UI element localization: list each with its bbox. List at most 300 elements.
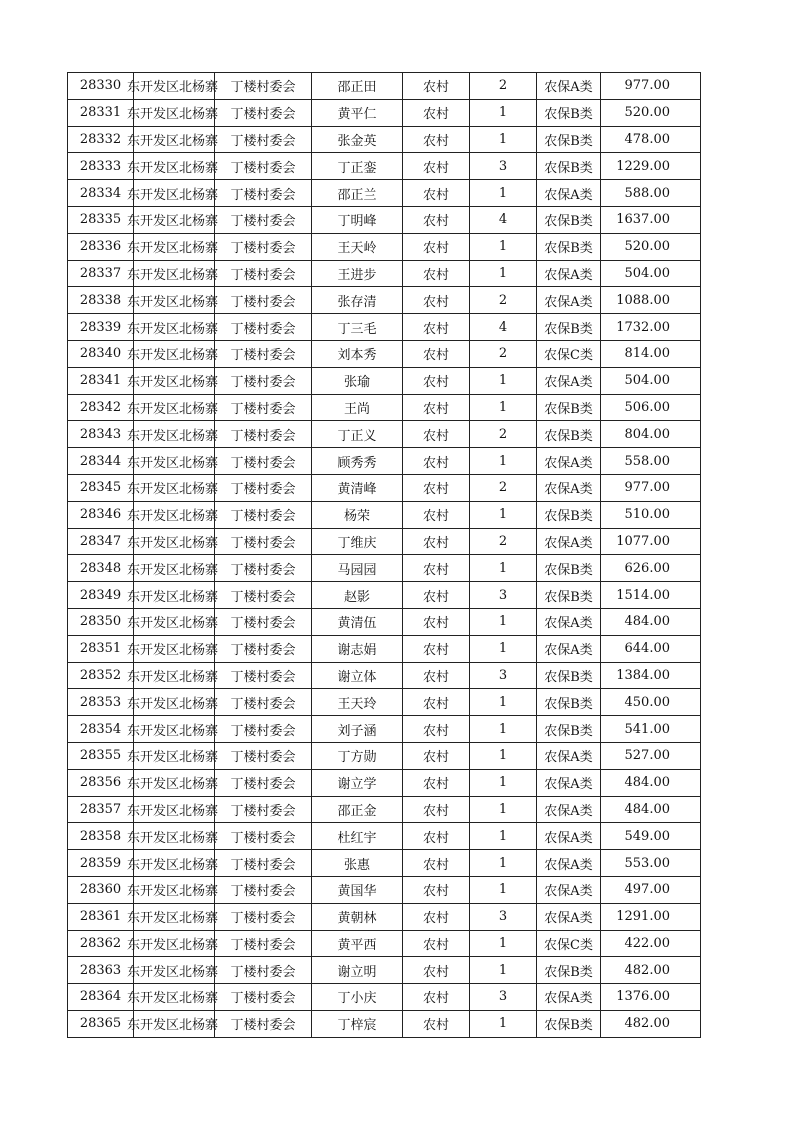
area-cell: 东开发区北杨寨 (134, 314, 215, 341)
table-row (68, 73, 701, 100)
household-type-cell: 农村 (403, 340, 470, 367)
category-cell: 农保B类 (537, 421, 601, 448)
household-type-cell: 农村 (403, 99, 470, 126)
committee-cell: 丁楼村委会 (215, 153, 312, 180)
record-id-cell: 28342 (68, 394, 134, 421)
area-cell: 东开发区北杨寨 (134, 340, 215, 367)
table-row (68, 340, 701, 367)
area-cell: 东开发区北杨寨 (134, 73, 215, 100)
name-cell: 黄清伍 (312, 608, 403, 635)
household-type-cell: 农村 (403, 260, 470, 287)
table-row (68, 876, 701, 903)
record-id-cell: 28357 (68, 796, 134, 823)
household-type-cell: 农村 (403, 984, 470, 1011)
amount-cell: 1088.00 (601, 287, 701, 314)
committee-cell: 丁楼村委会 (215, 1010, 312, 1037)
name-cell: 王尚 (312, 394, 403, 421)
member-count-cell: 3 (470, 662, 537, 689)
category-cell: 农保B类 (537, 1010, 601, 1037)
table-row (68, 742, 701, 769)
member-count-cell: 1 (470, 635, 537, 662)
table-row (68, 582, 701, 609)
record-id-cell: 28349 (68, 582, 134, 609)
area-cell: 东开发区北杨寨 (134, 180, 215, 207)
household-type-cell: 农村 (403, 501, 470, 528)
member-count-cell: 2 (470, 340, 537, 367)
household-type-cell: 农村 (403, 716, 470, 743)
committee-cell: 丁楼村委会 (215, 876, 312, 903)
category-cell: 农保A类 (537, 287, 601, 314)
record-id-cell: 28347 (68, 528, 134, 555)
table-row (68, 608, 701, 635)
household-type-cell: 农村 (403, 73, 470, 100)
table-row (68, 448, 701, 475)
household-type-cell: 农村 (403, 153, 470, 180)
member-count-cell: 1 (470, 850, 537, 877)
category-cell: 农保A类 (537, 528, 601, 555)
amount-cell: 506.00 (601, 394, 701, 421)
area-cell: 东开发区北杨寨 (134, 903, 215, 930)
member-count-cell: 3 (470, 903, 537, 930)
table-row (68, 555, 701, 582)
name-cell: 张惠 (312, 850, 403, 877)
record-id-cell: 28362 (68, 930, 134, 957)
category-cell: 农保A类 (537, 850, 601, 877)
record-id-cell: 28348 (68, 555, 134, 582)
member-count-cell: 2 (470, 421, 537, 448)
name-cell: 丁维庆 (312, 528, 403, 555)
area-cell: 东开发区北杨寨 (134, 206, 215, 233)
member-count-cell: 1 (470, 501, 537, 528)
member-count-cell: 1 (470, 957, 537, 984)
household-type-cell: 农村 (403, 474, 470, 501)
household-type-cell: 农村 (403, 957, 470, 984)
name-cell: 刘子涵 (312, 716, 403, 743)
committee-cell: 丁楼村委会 (215, 233, 312, 260)
member-count-cell: 1 (470, 823, 537, 850)
table-row (68, 528, 701, 555)
category-cell: 农保B类 (537, 555, 601, 582)
area-cell: 东开发区北杨寨 (134, 421, 215, 448)
committee-cell: 丁楼村委会 (215, 796, 312, 823)
name-cell: 丁正义 (312, 421, 403, 448)
committee-cell: 丁楼村委会 (215, 823, 312, 850)
name-cell: 谢立体 (312, 662, 403, 689)
member-count-cell: 1 (470, 716, 537, 743)
committee-cell: 丁楼村委会 (215, 314, 312, 341)
record-id-cell: 28346 (68, 501, 134, 528)
amount-cell: 588.00 (601, 180, 701, 207)
area-cell: 东开发区北杨寨 (134, 957, 215, 984)
category-cell: 农保A类 (537, 180, 601, 207)
amount-cell: 541.00 (601, 716, 701, 743)
committee-cell: 丁楼村委会 (215, 501, 312, 528)
area-cell: 东开发区北杨寨 (134, 153, 215, 180)
record-id-cell: 28339 (68, 314, 134, 341)
area-cell: 东开发区北杨寨 (134, 99, 215, 126)
category-cell: 农保A类 (537, 796, 601, 823)
record-id-cell: 28350 (68, 608, 134, 635)
name-cell: 刘本秀 (312, 340, 403, 367)
record-id-cell: 28333 (68, 153, 134, 180)
table-row (68, 126, 701, 153)
committee-cell: 丁楼村委会 (215, 474, 312, 501)
record-id-cell: 28351 (68, 635, 134, 662)
category-cell: 农保A类 (537, 367, 601, 394)
category-cell: 农保A类 (537, 448, 601, 475)
committee-cell: 丁楼村委会 (215, 769, 312, 796)
amount-cell: 504.00 (601, 260, 701, 287)
committee-cell: 丁楼村委会 (215, 99, 312, 126)
amount-cell: 626.00 (601, 555, 701, 582)
amount-cell: 520.00 (601, 233, 701, 260)
record-id-cell: 28344 (68, 448, 134, 475)
area-cell: 东开发区北杨寨 (134, 823, 215, 850)
amount-cell: 497.00 (601, 876, 701, 903)
committee-cell: 丁楼村委会 (215, 340, 312, 367)
table-row (68, 957, 701, 984)
member-count-cell: 1 (470, 367, 537, 394)
committee-cell: 丁楼村委会 (215, 421, 312, 448)
amount-cell: 1291.00 (601, 903, 701, 930)
table-row (68, 823, 701, 850)
member-count-cell: 2 (470, 73, 537, 100)
committee-cell: 丁楼村委会 (215, 394, 312, 421)
category-cell: 农保B类 (537, 716, 601, 743)
member-count-cell: 1 (470, 180, 537, 207)
household-type-cell: 农村 (403, 662, 470, 689)
household-type-cell: 农村 (403, 394, 470, 421)
committee-cell: 丁楼村委会 (215, 528, 312, 555)
record-id-cell: 28330 (68, 73, 134, 100)
table-row (68, 984, 701, 1011)
record-id-cell: 28343 (68, 421, 134, 448)
category-cell: 农保A类 (537, 260, 601, 287)
name-cell: 黄平西 (312, 930, 403, 957)
name-cell: 马园园 (312, 555, 403, 582)
household-type-cell: 农村 (403, 796, 470, 823)
area-cell: 东开发区北杨寨 (134, 528, 215, 555)
committee-cell: 丁楼村委会 (215, 689, 312, 716)
category-cell: 农保A类 (537, 984, 601, 1011)
household-type-cell: 农村 (403, 448, 470, 475)
category-cell: 农保B类 (537, 233, 601, 260)
name-cell: 丁正銮 (312, 153, 403, 180)
member-count-cell: 2 (470, 528, 537, 555)
amount-cell: 1229.00 (601, 153, 701, 180)
category-cell: 农保C类 (537, 930, 601, 957)
record-id-cell: 28359 (68, 850, 134, 877)
household-type-cell: 农村 (403, 608, 470, 635)
member-count-cell: 1 (470, 930, 537, 957)
area-cell: 东开发区北杨寨 (134, 394, 215, 421)
name-cell: 赵影 (312, 582, 403, 609)
area-cell: 东开发区北杨寨 (134, 689, 215, 716)
amount-cell: 1514.00 (601, 582, 701, 609)
committee-cell: 丁楼村委会 (215, 957, 312, 984)
amount-cell: 553.00 (601, 850, 701, 877)
amount-cell: 484.00 (601, 796, 701, 823)
table-row (68, 474, 701, 501)
name-cell: 谢立明 (312, 957, 403, 984)
committee-cell: 丁楼村委会 (215, 635, 312, 662)
category-cell: 农保B类 (537, 206, 601, 233)
committee-cell: 丁楼村委会 (215, 984, 312, 1011)
name-cell: 顾秀秀 (312, 448, 403, 475)
member-count-cell: 3 (470, 153, 537, 180)
category-cell: 农保A类 (537, 635, 601, 662)
household-type-cell: 农村 (403, 635, 470, 662)
household-type-cell: 农村 (403, 876, 470, 903)
member-count-cell: 3 (470, 582, 537, 609)
amount-cell: 1732.00 (601, 314, 701, 341)
table-row (68, 903, 701, 930)
member-count-cell: 1 (470, 233, 537, 260)
table-row (68, 367, 701, 394)
amount-cell: 422.00 (601, 930, 701, 957)
name-cell: 丁小庆 (312, 984, 403, 1011)
record-id-cell: 28353 (68, 689, 134, 716)
area-cell: 东开发区北杨寨 (134, 742, 215, 769)
name-cell: 杜红宇 (312, 823, 403, 850)
area-cell: 东开发区北杨寨 (134, 448, 215, 475)
area-cell: 东开发区北杨寨 (134, 984, 215, 1011)
household-type-cell: 农村 (403, 528, 470, 555)
record-id-cell: 28365 (68, 1010, 134, 1037)
record-id-cell: 28337 (68, 260, 134, 287)
table-row (68, 260, 701, 287)
name-cell: 王进步 (312, 260, 403, 287)
area-cell: 东开发区北杨寨 (134, 876, 215, 903)
household-type-cell: 农村 (403, 850, 470, 877)
category-cell: 农保A类 (537, 823, 601, 850)
record-id-cell: 28360 (68, 876, 134, 903)
member-count-cell: 1 (470, 394, 537, 421)
member-count-cell: 1 (470, 448, 537, 475)
committee-cell: 丁楼村委会 (215, 260, 312, 287)
member-count-cell: 1 (470, 742, 537, 769)
name-cell: 丁梓宸 (312, 1010, 403, 1037)
member-count-cell: 1 (470, 769, 537, 796)
record-id-cell: 28361 (68, 903, 134, 930)
name-cell: 黄国华 (312, 876, 403, 903)
name-cell: 张瑜 (312, 367, 403, 394)
category-cell: 农保B类 (537, 689, 601, 716)
category-cell: 农保A类 (537, 742, 601, 769)
name-cell: 谢立学 (312, 769, 403, 796)
amount-cell: 549.00 (601, 823, 701, 850)
amount-cell: 1384.00 (601, 662, 701, 689)
committee-cell: 丁楼村委会 (215, 287, 312, 314)
record-id-cell: 28354 (68, 716, 134, 743)
amount-cell: 1637.00 (601, 206, 701, 233)
name-cell: 邵正金 (312, 796, 403, 823)
household-type-cell: 农村 (403, 126, 470, 153)
record-id-cell: 28363 (68, 957, 134, 984)
household-type-cell: 农村 (403, 233, 470, 260)
category-cell: 农保B类 (537, 501, 601, 528)
household-type-cell: 农村 (403, 689, 470, 716)
amount-cell: 484.00 (601, 608, 701, 635)
name-cell: 黄朝林 (312, 903, 403, 930)
committee-cell: 丁楼村委会 (215, 73, 312, 100)
household-type-cell: 农村 (403, 421, 470, 448)
area-cell: 东开发区北杨寨 (134, 850, 215, 877)
table-row (68, 850, 701, 877)
record-id-cell: 28356 (68, 769, 134, 796)
member-count-cell: 3 (470, 984, 537, 1011)
name-cell: 杨荣 (312, 501, 403, 528)
category-cell: 农保B类 (537, 662, 601, 689)
table-row (68, 930, 701, 957)
household-type-cell: 农村 (403, 823, 470, 850)
committee-cell: 丁楼村委会 (215, 448, 312, 475)
table-row (68, 1010, 701, 1037)
roster-body (68, 73, 701, 1038)
name-cell: 王天岭 (312, 233, 403, 260)
record-id-cell: 28358 (68, 823, 134, 850)
area-cell: 东开发区北杨寨 (134, 126, 215, 153)
amount-cell: 558.00 (601, 448, 701, 475)
record-id-cell: 28355 (68, 742, 134, 769)
name-cell: 丁明峰 (312, 206, 403, 233)
name-cell: 丁三毛 (312, 314, 403, 341)
household-type-cell: 农村 (403, 555, 470, 582)
member-count-cell: 2 (470, 287, 537, 314)
committee-cell: 丁楼村委会 (215, 742, 312, 769)
record-id-cell: 28352 (68, 662, 134, 689)
category-cell: 农保A类 (537, 876, 601, 903)
table-row (68, 206, 701, 233)
area-cell: 东开发区北杨寨 (134, 367, 215, 394)
category-cell: 农保B类 (537, 394, 601, 421)
name-cell: 张存清 (312, 287, 403, 314)
committee-cell: 丁楼村委会 (215, 555, 312, 582)
amount-cell: 484.00 (601, 769, 701, 796)
table-row (68, 421, 701, 448)
household-type-cell: 农村 (403, 367, 470, 394)
committee-cell: 丁楼村委会 (215, 582, 312, 609)
name-cell: 张金英 (312, 126, 403, 153)
table-row (68, 501, 701, 528)
record-id-cell: 28364 (68, 984, 134, 1011)
area-cell: 东开发区北杨寨 (134, 930, 215, 957)
name-cell: 黄平仁 (312, 99, 403, 126)
amount-cell: 977.00 (601, 73, 701, 100)
table-row (68, 635, 701, 662)
area-cell: 东开发区北杨寨 (134, 260, 215, 287)
household-type-cell: 农村 (403, 206, 470, 233)
category-cell: 农保A类 (537, 474, 601, 501)
amount-cell: 478.00 (601, 126, 701, 153)
amount-cell: 527.00 (601, 742, 701, 769)
amount-cell: 510.00 (601, 501, 701, 528)
record-id-cell: 28335 (68, 206, 134, 233)
category-cell: 农保B类 (537, 126, 601, 153)
household-type-cell: 农村 (403, 742, 470, 769)
committee-cell: 丁楼村委会 (215, 126, 312, 153)
household-type-cell: 农村 (403, 582, 470, 609)
amount-cell: 482.00 (601, 1010, 701, 1037)
member-count-cell: 2 (470, 474, 537, 501)
member-count-cell: 1 (470, 796, 537, 823)
amount-cell: 482.00 (601, 957, 701, 984)
area-cell: 东开发区北杨寨 (134, 474, 215, 501)
amount-cell: 814.00 (601, 340, 701, 367)
member-count-cell: 4 (470, 314, 537, 341)
member-count-cell: 1 (470, 876, 537, 903)
household-type-cell: 农村 (403, 287, 470, 314)
category-cell: 农保B类 (537, 314, 601, 341)
committee-cell: 丁楼村委会 (215, 662, 312, 689)
committee-cell: 丁楼村委会 (215, 608, 312, 635)
record-id-cell: 28331 (68, 99, 134, 126)
table-row (68, 662, 701, 689)
amount-cell: 644.00 (601, 635, 701, 662)
table-row (68, 99, 701, 126)
amount-cell: 520.00 (601, 99, 701, 126)
amount-cell: 450.00 (601, 689, 701, 716)
household-type-cell: 农村 (403, 769, 470, 796)
area-cell: 东开发区北杨寨 (134, 233, 215, 260)
category-cell: 农保A类 (537, 769, 601, 796)
committee-cell: 丁楼村委会 (215, 716, 312, 743)
member-count-cell: 1 (470, 689, 537, 716)
member-count-cell: 1 (470, 99, 537, 126)
record-id-cell: 28332 (68, 126, 134, 153)
table-row (68, 287, 701, 314)
committee-cell: 丁楼村委会 (215, 206, 312, 233)
table-row (68, 153, 701, 180)
member-count-cell: 1 (470, 126, 537, 153)
table-row (68, 314, 701, 341)
area-cell: 东开发区北杨寨 (134, 608, 215, 635)
amount-cell: 804.00 (601, 421, 701, 448)
household-type-cell: 农村 (403, 314, 470, 341)
area-cell: 东开发区北杨寨 (134, 769, 215, 796)
record-id-cell: 28341 (68, 367, 134, 394)
record-id-cell: 28338 (68, 287, 134, 314)
area-cell: 东开发区北杨寨 (134, 1010, 215, 1037)
category-cell: 农保B类 (537, 99, 601, 126)
area-cell: 东开发区北杨寨 (134, 662, 215, 689)
table-row (68, 394, 701, 421)
record-id-cell: 28336 (68, 233, 134, 260)
amount-cell: 1077.00 (601, 528, 701, 555)
record-id-cell: 28334 (68, 180, 134, 207)
committee-cell: 丁楼村委会 (215, 903, 312, 930)
name-cell: 邵正兰 (312, 180, 403, 207)
name-cell: 丁方勋 (312, 742, 403, 769)
category-cell: 农保C类 (537, 340, 601, 367)
area-cell: 东开发区北杨寨 (134, 796, 215, 823)
household-type-cell: 农村 (403, 930, 470, 957)
member-count-cell: 1 (470, 555, 537, 582)
amount-cell: 1376.00 (601, 984, 701, 1011)
category-cell: 农保B类 (537, 153, 601, 180)
household-type-cell: 农村 (403, 1010, 470, 1037)
member-count-cell: 1 (470, 260, 537, 287)
category-cell: 农保B类 (537, 957, 601, 984)
member-count-cell: 4 (470, 206, 537, 233)
name-cell: 邵正田 (312, 73, 403, 100)
category-cell: 农保A类 (537, 608, 601, 635)
amount-cell: 504.00 (601, 367, 701, 394)
table-row (68, 180, 701, 207)
table-row (68, 716, 701, 743)
member-count-cell: 1 (470, 608, 537, 635)
name-cell: 王天玲 (312, 689, 403, 716)
